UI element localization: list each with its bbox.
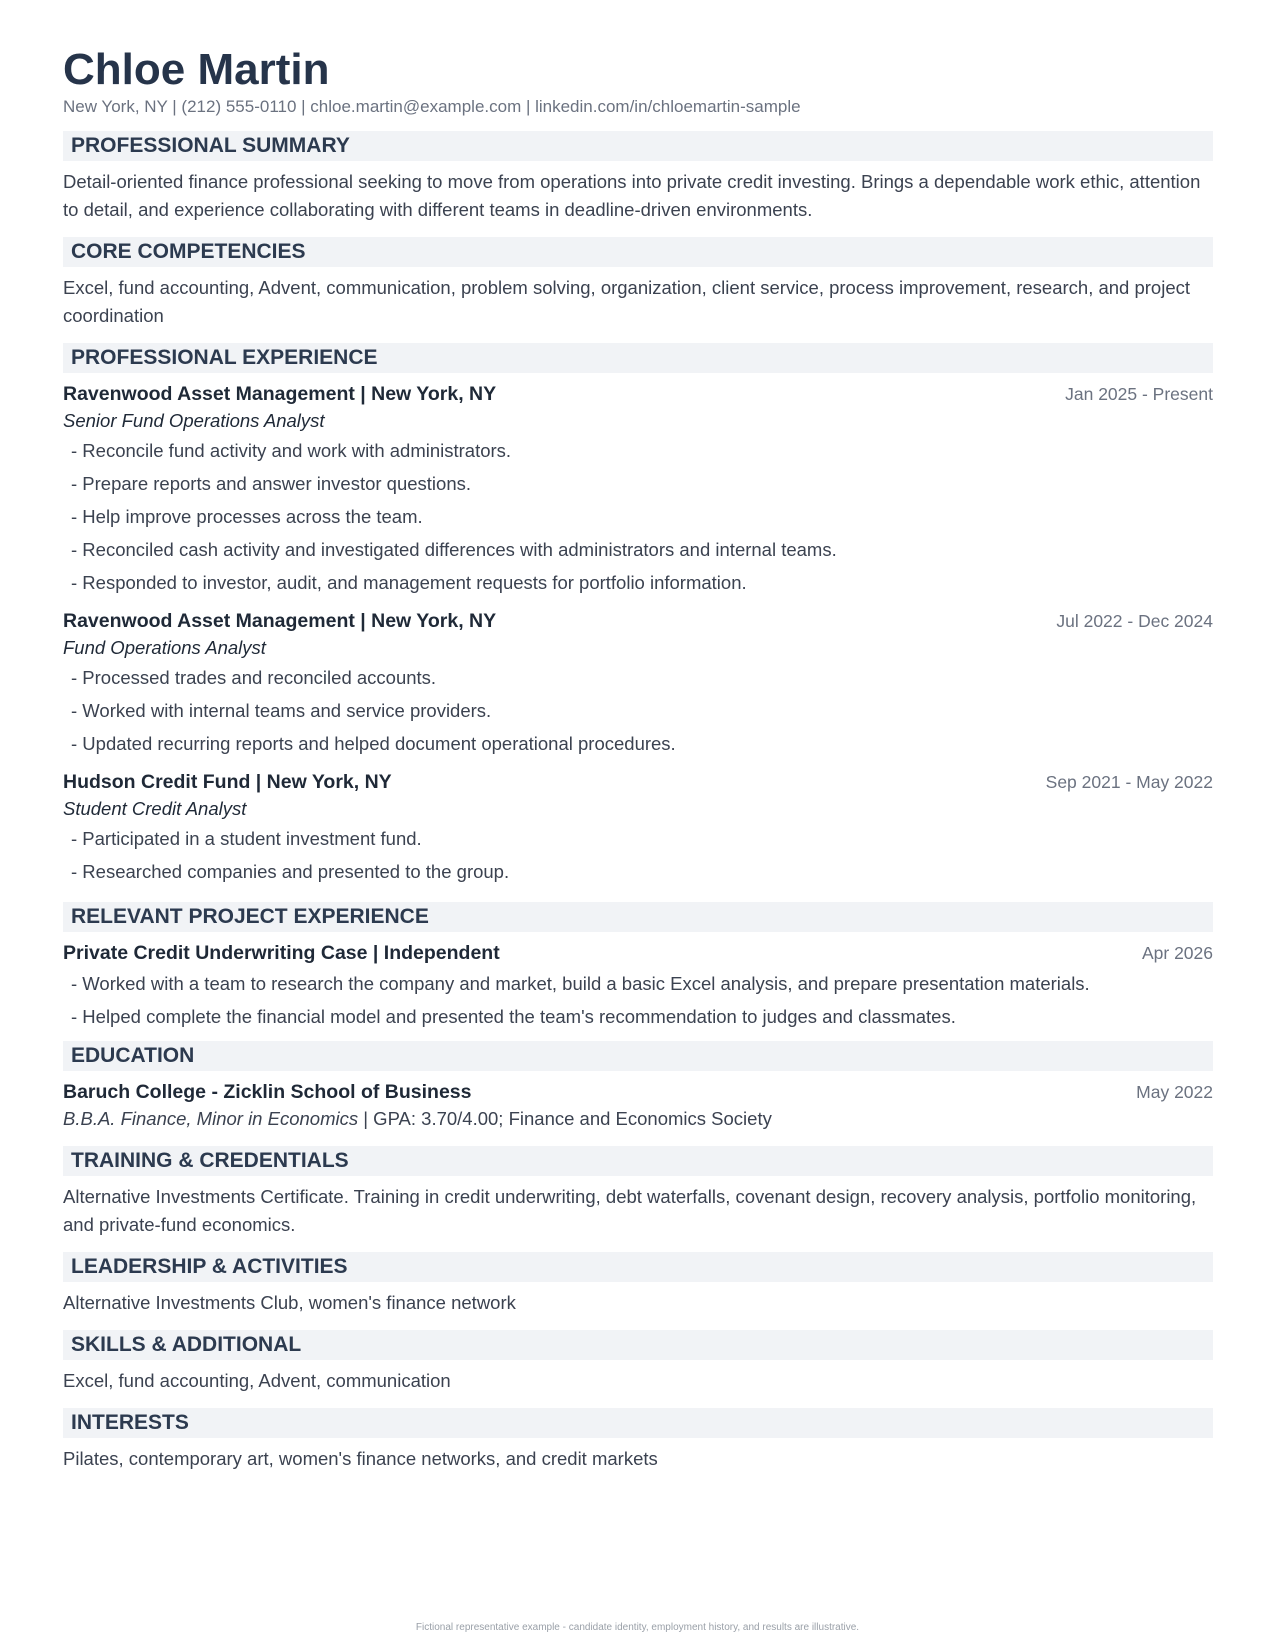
project-bullet: - Worked with a team to research the company and market, build a basic Excel analysis, and prepare presentation materials.: [71, 973, 1090, 994]
summary-text: Detail-oriented finance professional seeking to move from operations into private credit investing. Brings a dependable work ethic, attention to detail, and experience collaborating with different teams in deadline-driven environments.: [63, 171, 1201, 220]
job-role: Student Credit Analyst: [63, 798, 247, 819]
job-bullets: [63, 661, 1213, 760]
section-header-summary: PROFESSIONAL SUMMARY: [63, 131, 1213, 161]
job-role: Senior Fund Operations Analyst: [63, 410, 325, 431]
job-dates: Jan 2025 - Present: [1065, 384, 1213, 404]
section-header-competencies: CORE COMPETENCIES: [63, 237, 1213, 267]
interests-text: Pilates, contemporary art, women's finance networks, and credit markets: [63, 1448, 658, 1469]
job-entry: [63, 607, 1213, 760]
project-dates: Apr 2026: [1141, 943, 1213, 963]
project-name: Private Credit Underwriting Case | Independent: [63, 942, 500, 964]
project-bullet: - Helped complete the financial model and presented the team's recommendation to judges and classmates.: [71, 1006, 956, 1027]
education-dates: May 2022: [1136, 1082, 1213, 1102]
section-header-skills: SKILLS & ADDITIONAL: [63, 1330, 1213, 1360]
project-entry: [63, 939, 1213, 1033]
education-degree: B.B.A. Finance, Minor in Economics: [63, 1108, 359, 1129]
leadership-text: Alternative Investments Club, women's finance network: [63, 1292, 516, 1313]
job-bullets: [63, 434, 1213, 599]
job-bullet: - Reconciled cash activity and investigated differences with administrators and internal teams.: [71, 539, 837, 560]
job-bullet: - Worked with internal teams and service providers.: [71, 700, 492, 721]
job-bullet: - Responded to investor, audit, and management requests for portfolio information.: [71, 572, 747, 593]
job-bullet: - Help improve processes across the team.: [71, 506, 423, 527]
skills-text: Excel, fund accounting, Advent, communication: [63, 1370, 451, 1391]
section-header-projects: RELEVANT PROJECT EXPERIENCE: [63, 902, 1213, 932]
job-bullet: - Prepare reports and answer investor questions.: [71, 473, 472, 494]
disclaimer-footer: Fictional representative example - candidate identity, employment history, and results are illustrative.: [415, 1622, 860, 1633]
education-details-line: [63, 1106, 1213, 1132]
resume-page: [63, 44, 1213, 1486]
job-company: Ravenwood Asset Management | New York, NY: [63, 383, 497, 405]
section-header-training: TRAINING & CREDENTIALS: [63, 1146, 1213, 1176]
job-header: [63, 607, 1213, 635]
education-school: Baruch College - Zicklin School of Business: [63, 1081, 472, 1103]
job-bullet: - Reconcile fund activity and work with administrators.: [71, 440, 512, 461]
job-bullets: [63, 822, 1213, 888]
section-header-interests: INTERESTS: [63, 1408, 1213, 1438]
job-header: [63, 380, 1213, 408]
job-entry: [63, 768, 1213, 888]
job-bullet: - Researched companies and presented to the group.: [71, 861, 510, 882]
job-bullet: - Processed trades and reconciled accounts.: [71, 667, 437, 688]
contact-line: New York, NY | (212) 555-0110 | chloe.martin@example.com | linkedin.com/in/chloemartin-sample: [63, 97, 801, 116]
job-company: Hudson Credit Fund | New York, NY: [63, 771, 392, 793]
job-dates: Jul 2022 - Dec 2024: [1056, 611, 1213, 631]
project-header: [63, 939, 1213, 967]
candidate-name: Chloe Martin: [63, 45, 330, 94]
job-entry: [63, 380, 1213, 599]
job-bullet: - Updated recurring reports and helped document operational procedures.: [71, 733, 676, 754]
education-details: | GPA: 3.70/4.00; Finance and Economics Society: [358, 1108, 772, 1129]
section-header-experience: PROFESSIONAL EXPERIENCE: [63, 343, 1213, 373]
job-company: Ravenwood Asset Management | New York, NY: [63, 610, 497, 632]
project-bullets: [63, 967, 1213, 1033]
job-dates: Sep 2021 - May 2022: [1045, 772, 1213, 792]
section-header-education: EDUCATION: [63, 1041, 1213, 1071]
education-header: [63, 1078, 1213, 1106]
job-bullet: - Participated in a student investment fund.: [71, 828, 422, 849]
job-role: Fund Operations Analyst: [63, 637, 266, 658]
job-header: [63, 768, 1213, 796]
competencies-text: Excel, fund accounting, Advent, communication, problem solving, organization, client service, process improvement, research, and project coordination: [63, 277, 1191, 326]
training-text: Alternative Investments Certificate. Training in credit underwriting, debt waterfalls, covenant design, recovery analysis, portfolio monitoring, and private-fund economics.: [63, 1186, 1197, 1235]
section-header-leadership: LEADERSHIP & ACTIVITIES: [63, 1252, 1213, 1282]
